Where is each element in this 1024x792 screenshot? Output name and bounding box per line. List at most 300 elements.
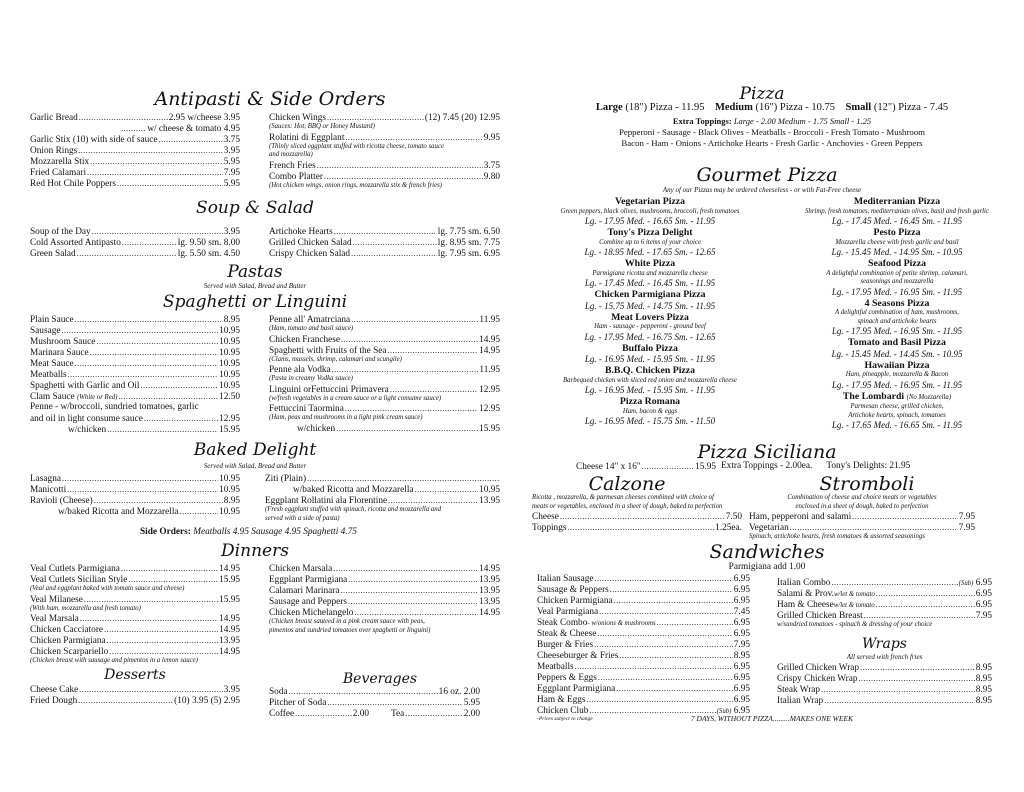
extra-toppings xyxy=(572,116,972,127)
menu-item xyxy=(269,384,500,395)
item-name: Eggplant Rollatini ala Florentine xyxy=(265,496,388,506)
item-price: lg. 7.75 sm. 6.50 xyxy=(437,227,500,237)
soup-left xyxy=(30,226,240,259)
menu-item xyxy=(30,347,240,358)
pizza-heading: Pizza xyxy=(739,84,785,104)
wraps-subtitle: All served with french fries xyxy=(846,652,923,661)
menu-item xyxy=(537,683,750,694)
item-price: 7.45 xyxy=(733,607,750,617)
baked-subtitle: Served with Salad, Bread and Butter xyxy=(203,462,307,470)
menu-item xyxy=(269,314,500,325)
menu-item xyxy=(30,112,240,123)
item-name: Cheese Cake xyxy=(30,685,79,695)
item-price: 3.95 xyxy=(223,685,240,695)
item-price: 9.80 xyxy=(483,171,500,182)
item-name: Artichoke Hearts xyxy=(269,227,333,237)
pizza-prices: Lg. - 17.95 Med. - 16.95 Sm. - 11.95 xyxy=(831,379,963,390)
toppings-list-1: Pepperoni - Sausage - Black Olives - Meatballs - Broccoli - Fresh Tomato - Mushroom xyxy=(618,127,926,137)
menu-item xyxy=(30,156,240,167)
item-name: Mozzarella Stix xyxy=(30,157,90,167)
calzone-heading: Calzone xyxy=(588,473,666,495)
item-price: 14.95 xyxy=(219,625,240,635)
menu-item xyxy=(532,511,742,522)
siciliana-row xyxy=(576,461,976,472)
pizza-desc: Green peppers, black olives, mushrooms, broccoli, fresh tomatoes xyxy=(560,207,740,215)
pizza-prices: Lg. - 15.75 Med. - 14.75 Sm. - 11.95 xyxy=(584,300,716,311)
menu-item xyxy=(30,123,240,134)
item-name: Salami & Prov. xyxy=(777,589,834,599)
item-price: 10.95 xyxy=(219,337,240,347)
item-name: w/baked Ricotta and Mozzarella xyxy=(293,485,414,495)
item-name: Italian Sausage xyxy=(537,574,594,584)
menu-item xyxy=(537,661,750,672)
item-name: Chicken Franchese xyxy=(269,334,340,345)
menu-item-line xyxy=(30,402,240,413)
item-name: Ravioli (Cheese) xyxy=(30,496,93,506)
menu-item xyxy=(30,684,240,695)
menu-item xyxy=(30,145,240,156)
item-price: 10.95 xyxy=(219,348,240,358)
item-note: (Clams, mussels, shrimp, calamari and scungile) xyxy=(269,355,402,363)
menu-item xyxy=(30,336,240,347)
item-name: Spaghetti with Fruits of the Sea xyxy=(269,345,387,356)
item-name: Mushroom Sauce xyxy=(30,337,96,347)
pizza-desc: Ham, bacon & eggs xyxy=(622,407,678,415)
item-price: 6.95 xyxy=(733,585,750,595)
pizza-prices: Lg. - 16.95 Med. - 15.75 Sm. - 11.50 xyxy=(584,416,716,426)
item-name: Chicken Cacciatore xyxy=(30,625,104,635)
item-note: w/sundried tomatoes - spinach & dressing of your choice xyxy=(777,621,933,628)
item-price: 6.95 xyxy=(975,578,992,588)
baked-right xyxy=(265,473,500,523)
item-price: 5.95 xyxy=(223,157,240,167)
item-name: Garlic Stix (10) with side of sauce xyxy=(30,135,158,145)
item-price: 8.95 xyxy=(975,662,992,673)
pizza-item xyxy=(530,258,770,289)
side-orders xyxy=(140,527,440,538)
menu-item xyxy=(269,403,500,414)
menu-item xyxy=(30,167,240,178)
item-name: Steak Wrap xyxy=(777,684,821,695)
item-price: 3.95 xyxy=(223,146,240,156)
pizza-desc: seasonings and mozzarella xyxy=(860,278,934,285)
pizza-prices: Lg. - 17.95 Med. - 16.75 Sm. - 12.65 xyxy=(584,331,716,342)
gourmet-left xyxy=(530,196,770,427)
menu-item xyxy=(269,607,500,618)
menu-item xyxy=(30,248,240,259)
pizza-desc: Parmesan cheese, grilled chicken, xyxy=(850,403,944,410)
menu-item xyxy=(30,574,240,585)
sandwiches-heading: Sandwiches xyxy=(709,541,825,563)
item-price: 2.00 xyxy=(463,709,480,719)
item-name: Garlic Bread xyxy=(30,113,78,123)
wraps-heading: Wraps xyxy=(862,635,907,652)
item-note: (Chicken breast sauteed in a pink cream sauce with peas, xyxy=(269,618,425,625)
item-price: 8.95 xyxy=(223,315,240,325)
menu-item xyxy=(269,226,500,237)
item-price: 10.95 xyxy=(219,326,240,336)
menu-item xyxy=(30,237,240,248)
item-note: (Ham, tomato and basil sauce) xyxy=(269,325,354,332)
item-name: w/chicken xyxy=(297,423,336,434)
pizza-name: White Pizza xyxy=(624,258,676,269)
slogan: 7 DAYS, WITHOUT PIZZA.........MAKES ONE WEEK xyxy=(690,714,854,723)
menu-item xyxy=(269,686,480,697)
menu-item xyxy=(269,596,500,607)
item-name: Vegetarian xyxy=(749,523,789,533)
menu-item xyxy=(30,646,240,657)
item-price: (10) 3.95 (5) 2.95 xyxy=(174,696,240,706)
item-note: (Chicken breast with sausage and pimentos in a lemon sauce) xyxy=(30,657,198,664)
item-price: 6.95 xyxy=(733,662,750,672)
sandwiches-subtitle: Parmigiana add 1.00 xyxy=(728,562,806,572)
item-price: 10.95 xyxy=(219,359,240,369)
item-name: Crispy Chicken Wrap xyxy=(777,673,858,684)
menu-item xyxy=(30,613,240,624)
pizza-name: Pesto Pizza xyxy=(873,227,921,238)
menu-item xyxy=(30,314,240,325)
item-name: Rolatini di Eggplant xyxy=(269,132,345,143)
item-note: (Ham, peas and mushrooms in a light pink cream sauce) xyxy=(269,414,423,421)
item-name: Fried Calamari xyxy=(30,168,87,178)
pizza-prices: Lg. - 17.45 Med. - 16.45 Sm. - 11.95 xyxy=(831,216,963,226)
pizza-item xyxy=(530,312,770,343)
pizza-item xyxy=(530,365,770,396)
antipasti-right xyxy=(269,112,500,190)
menu-item xyxy=(777,684,992,695)
prices-note: -Prices subject to change xyxy=(537,716,593,722)
item-name: Peppers & Eggs xyxy=(537,673,597,683)
item-name: Meatballs xyxy=(30,370,67,380)
gourmet-right xyxy=(777,196,1017,431)
pizza-item xyxy=(777,360,1017,391)
dinners-heading: Dinners xyxy=(221,541,289,561)
beverages-list xyxy=(269,686,480,719)
item-name: Plain Sauce xyxy=(30,315,74,325)
item-name: Grilled Chicken Salad xyxy=(269,238,352,248)
item-inline-note: - w/onions & mushrooms xyxy=(587,620,656,627)
item-price: 14.95 xyxy=(479,345,500,356)
desserts-list xyxy=(30,684,240,706)
size-price: (16") Pizza - 10.75 xyxy=(755,102,836,113)
pizza-name: Tony's Pizza Delight xyxy=(607,227,693,238)
menu-item xyxy=(30,413,240,424)
pizza-prices: Lg. - 16.95 Med. - 15.95 Sm. - 11.95 xyxy=(584,385,716,395)
item-name: Chicken Parmigiana xyxy=(537,596,613,606)
item-price: 3.75 xyxy=(483,160,500,171)
pizza-prices: Lg. - 17.65 Med. - 16.65 Sm. - 11.95 xyxy=(831,420,963,430)
pastas-left xyxy=(30,314,240,435)
pizza-name: Chicken Parmigiana Pizza xyxy=(594,289,706,300)
pizza-item xyxy=(530,289,770,312)
item-price: 5.95 xyxy=(463,698,480,708)
pizza-prices: Lg. - 15.45 Med. - 14.45 Sm. - 10.95 xyxy=(831,348,963,359)
menu-item xyxy=(537,639,750,650)
menu-item xyxy=(269,171,500,182)
item-price: 10.95 xyxy=(219,474,240,484)
item-sub-label: (Sub) xyxy=(958,580,974,587)
item-price: 8.95 xyxy=(975,684,992,695)
item-name: Ham, pepperoni and salami xyxy=(749,512,852,522)
menu-item xyxy=(30,563,240,574)
item-name: Cheeseburger & Fries xyxy=(537,651,619,661)
menu-item xyxy=(269,248,500,259)
item-name: Coffee xyxy=(269,709,295,719)
pizza-prices: Lg. - 17.45 Med. - 16.45 Sm. - 11.95 xyxy=(584,278,716,288)
item-name: Italian Wrap xyxy=(777,695,824,706)
pizza-desc: Barbequed chicken with sliced red onion and mozzarella cheese xyxy=(563,376,737,384)
item-name: Onion Rings xyxy=(30,146,78,156)
item-name: French Fries xyxy=(269,160,316,171)
dinners-right xyxy=(269,563,500,635)
item-price: 14.95 xyxy=(479,608,500,618)
item-price: 6.95 xyxy=(733,596,750,606)
menu-item xyxy=(30,484,240,495)
menu-item xyxy=(777,662,992,673)
stromboli-desc: enclosed in a sheet of dough, baked to perfection xyxy=(795,502,929,510)
item-price: 10.95 xyxy=(219,485,240,495)
pizza-name-note: (No Mozzarella) xyxy=(906,393,952,401)
pizza-desc: spinach and artichoke hearts xyxy=(857,317,937,325)
pizza-item xyxy=(530,227,770,258)
item-price: 6.95 xyxy=(733,629,750,639)
pizza-prices: Lg. - 17.95 Med. - 16.95 Sm. - 11.95 xyxy=(831,326,963,336)
pastas-subheading: Spaghetti or Linguini xyxy=(162,292,348,312)
pizza-item xyxy=(530,196,770,227)
pizza-name: Pizza Romana xyxy=(619,396,681,407)
pizza-name: 4 Seasons Pizza xyxy=(864,297,930,309)
item-price: 10.95 xyxy=(219,507,240,517)
item-name: Chicken Club xyxy=(537,706,589,716)
pizza-name: Seafood Pizza xyxy=(868,258,926,269)
item-name: Soup of the Day xyxy=(30,227,91,237)
extra-toppings-prices: Large - 2.00 Medium - 1.75 Small - 1.25 xyxy=(733,116,872,126)
item-note: (Pasta in creamy Vodka sauce) xyxy=(269,375,353,382)
pizza-desc: A delightful combination of petite shrimp, calamari, xyxy=(826,269,968,277)
menu-item xyxy=(537,617,750,628)
item-name: Fettuccini Taormina xyxy=(269,404,344,414)
soup-right xyxy=(269,226,500,259)
menu-item xyxy=(537,628,750,639)
menu-item xyxy=(269,237,500,248)
item-price: 8.95 xyxy=(223,496,240,506)
item-price: 14.95 xyxy=(479,564,500,574)
item-name: Steak Combo xyxy=(537,618,588,628)
item-name: Ziti (Plain) xyxy=(265,474,307,484)
item-note: pimentos and sundried tomatoes over spaghetti or linguini) xyxy=(269,626,431,634)
item-name: w/chicken xyxy=(68,425,107,435)
calzone-desc: meats or vegetables, enclosed in a sheet of dough, baked to perfection xyxy=(532,502,723,510)
pizza-desc: Parmigiana ricotta and mozzarella cheese xyxy=(592,269,708,277)
pizza-item xyxy=(777,258,1017,298)
pizza-prices: Lg. - 18.95 Med. - 17.65 Sm. - 12.65 xyxy=(584,247,716,257)
item-price: 7.95 xyxy=(958,523,975,533)
size-label: Medium xyxy=(714,102,753,113)
pizza-desc: Mozzarella cheese with fresh garlic and basil xyxy=(835,238,959,246)
pizza-item xyxy=(777,196,1017,227)
size-label: Large xyxy=(595,102,623,113)
item-name: Ham & Eggs xyxy=(537,695,586,705)
item-name: Combo Platter xyxy=(269,171,323,182)
item-price: 10.95 xyxy=(219,370,240,380)
item-price: 15.95 xyxy=(695,462,716,472)
item-price: 6.95 xyxy=(975,600,992,610)
item-name: Red Hot Chile Poppers xyxy=(30,179,116,189)
item-price: 10.95 xyxy=(219,381,240,391)
menu-item xyxy=(537,672,750,683)
stromboli-heading: Stromboli xyxy=(819,473,915,495)
item-name: w/baked Ricotta and Mozzarella xyxy=(58,507,179,517)
menu-item xyxy=(30,358,240,369)
item-price: lg. 5.50 sm. 4.50 xyxy=(177,249,240,259)
extra-toppings-label: Extra Toppings: xyxy=(672,116,732,126)
item-price: 6.95 xyxy=(733,695,750,705)
item-name: Linguini orFettuccini Primavera xyxy=(269,384,389,395)
item-name: Meatballs xyxy=(537,662,574,672)
menu-item xyxy=(269,697,480,708)
item-name: Spaghetti with Garlic and Oil xyxy=(30,381,140,391)
menu-item xyxy=(30,134,240,145)
item-price: 12.95 xyxy=(479,404,500,414)
menu-item xyxy=(265,495,500,506)
menu-item xyxy=(269,585,500,596)
item-price: 6.95 xyxy=(975,589,992,599)
menu-item xyxy=(30,635,240,646)
coffee-tea-row xyxy=(269,708,480,719)
item-price: 13.95 xyxy=(219,636,240,646)
item-inline-note: w/let & tomato xyxy=(833,602,875,609)
item-name: Sausage and Peppers xyxy=(269,597,347,607)
item-price: 10.95 xyxy=(479,485,500,495)
menu-item xyxy=(269,423,500,434)
menu-item xyxy=(391,708,480,719)
right-page xyxy=(512,0,1024,792)
item-name: Veal Parmigiana xyxy=(537,607,599,617)
pizza-desc: Shrimp, fresh tomatoes, mediterranian olives, basil and fresh garlic xyxy=(805,207,989,215)
menu-item xyxy=(777,577,992,588)
siciliana-delights: Tony's Delights: 21.95 xyxy=(826,461,911,471)
item-name: Ham & Cheese xyxy=(777,600,834,610)
item-price: 7.95 xyxy=(223,168,240,178)
item-name: Eggplant Parmigiana xyxy=(269,575,348,585)
item-name: Grilled Chicken Breast xyxy=(777,611,863,621)
menu-item xyxy=(30,473,240,484)
item-price: 13.95 xyxy=(479,586,500,596)
item-name: Marinara Sauce xyxy=(30,348,89,358)
item-price: 6.95 xyxy=(733,673,750,683)
menu-item xyxy=(269,345,500,356)
pizza-prices: Lg. - 17.95 Med. - 16.65 Sm. - 11.95 xyxy=(584,216,716,226)
menu-item xyxy=(30,695,240,706)
item-price: 6.95 xyxy=(733,618,750,628)
menu-item xyxy=(30,178,240,189)
item-price: 8.95 xyxy=(733,651,750,661)
item-name: Cheese 14" x 16" xyxy=(576,462,641,472)
item-price: 15.95 xyxy=(479,423,500,434)
item-name: Fried Dough xyxy=(30,696,78,706)
item-name: Veal Cutlets Sicilian Style xyxy=(30,575,128,585)
item-inline-note: w/let & tomato xyxy=(833,591,875,598)
pizza-prices: Lg. - 16.95 Med. - 15.95 Sm. - 11.95 xyxy=(584,354,716,364)
item-note: served with a side of pasta) xyxy=(265,514,340,522)
item-price: 7.50 xyxy=(725,512,742,522)
menu-item xyxy=(777,673,992,684)
item-name: Chicken Parmigiana xyxy=(30,636,106,646)
desserts-heading: Desserts xyxy=(104,667,166,683)
stromboli-desc: Combination of cheese and choice meats or vegetables xyxy=(787,494,937,501)
menu-item xyxy=(30,594,240,605)
pizza-item xyxy=(530,343,770,366)
siciliana-extra: Extra Toppings - 2.00ea. xyxy=(721,461,813,471)
menu-item xyxy=(537,584,750,595)
item-sub-label: (Sub) xyxy=(716,708,732,715)
item-name: Chicken Michelangelo xyxy=(269,608,354,618)
item-price: 6.95 xyxy=(733,574,750,584)
menu-item xyxy=(749,522,975,533)
item-note: (Sauces: Hot, BBQ or Honey Mustard) xyxy=(269,123,375,130)
menu-item xyxy=(269,708,369,719)
item-name: Green Salad xyxy=(30,249,76,259)
pizza-item xyxy=(777,227,1017,258)
pastas-right xyxy=(269,314,500,434)
item-inline-note: (White or Red) xyxy=(77,394,118,401)
item-name: Clam Sauce xyxy=(30,392,75,402)
item-price: 7.95 xyxy=(975,611,992,621)
item-price: lg. 8.95 sm. 7.75 xyxy=(437,238,500,248)
item-name: Tea xyxy=(391,709,405,719)
sandwiches-right xyxy=(777,577,992,706)
menu-item xyxy=(269,112,500,123)
item-price: 3.95 xyxy=(223,227,240,237)
size-price: (18") Pizza - 11.95 xyxy=(625,102,705,113)
item-name: Manicotti xyxy=(30,485,67,495)
menu-item xyxy=(576,461,716,472)
menu-item xyxy=(269,364,500,375)
menu-item xyxy=(265,473,500,484)
menu-item xyxy=(537,606,750,617)
item-price: 5.95 xyxy=(223,179,240,189)
item-price: 14.95 xyxy=(479,334,500,345)
item-name: Penne all' Amatrciana xyxy=(269,315,351,325)
pizza-desc: Ham - sausage - pepperoni - ground beef xyxy=(594,323,706,330)
item-price: w/ cheese & tomato 4.95 xyxy=(147,124,240,134)
pastas-subtitle: Served with Salad, Bread and Butter xyxy=(203,282,307,290)
item-price: 13.95 xyxy=(479,575,500,585)
menu-item xyxy=(749,511,975,522)
pizza-name: Meat Lovers Pizza xyxy=(611,311,689,323)
item-price: 13.95 xyxy=(479,496,500,506)
item-price: 12.50 xyxy=(219,392,240,402)
baked-left xyxy=(30,473,240,517)
antipasti-left xyxy=(30,112,240,189)
item-name: Toppings xyxy=(532,523,567,533)
item-price: 7.95 xyxy=(733,640,750,650)
pizza-name: B.B.Q. Chicken Pizza xyxy=(604,365,696,376)
menu-item xyxy=(269,132,500,143)
menu-item xyxy=(269,334,500,345)
pizza-desc: Combine up to 6 items of your choice xyxy=(599,238,701,246)
item-name: Calamari Marinara xyxy=(269,586,340,596)
stromboli-section xyxy=(749,494,975,542)
size-price: (12") Pizza - 7.45 xyxy=(873,102,949,113)
antipasti-heading: Antipasti & Side Orders xyxy=(154,88,386,110)
side-orders-items: Meatballs 4.95 Sausage 4.95 Spaghetti 4.75 xyxy=(193,527,357,537)
menu-item xyxy=(269,563,500,574)
pizza-desc: A delightful combination of ham, mushrooms, xyxy=(834,309,960,316)
item-name: Sausage & Peppers xyxy=(537,585,609,595)
item-name: Chicken Scarpariello xyxy=(30,647,109,657)
baked-heading: Baked Delight xyxy=(193,440,317,460)
